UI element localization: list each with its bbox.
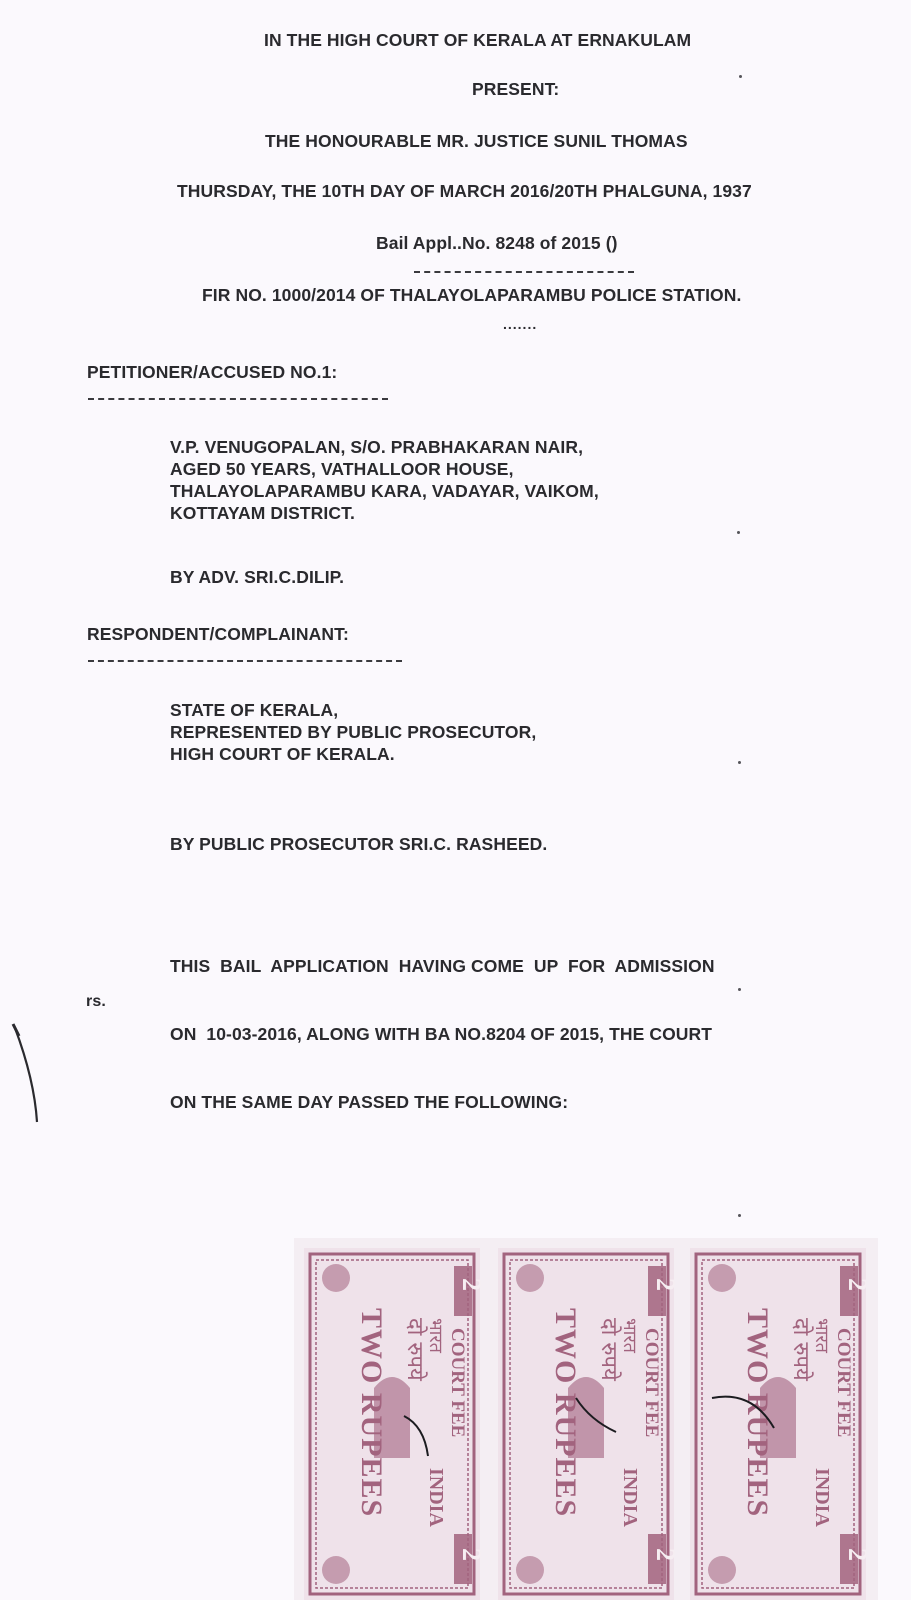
petitioner-address [170,436,599,524]
stamp-hindi-value: दो रुपये [596,1318,621,1381]
stamp-hindi-value: दो रुपये [788,1318,813,1381]
fir-number: FIR NO. 1000/2014 OF THALAYOLAPARAMBU POLICE STATION. [202,285,742,305]
order-paragraph [170,911,715,1157]
respondent-heading-underline [88,660,402,662]
stamp-hindi-country: भारत [811,1318,832,1353]
stamp-value-text: TWO RUPEES [741,1308,774,1518]
paper-speck [739,75,742,78]
court-fee-stamp [304,1248,486,1600]
separator-dots: ....... [503,316,538,332]
order-line: ON THE SAME DAY PASSED THE FOLLOWING: [170,1092,569,1112]
paper-speck [738,1214,741,1217]
court-heading: IN THE HIGH COURT OF KERALA AT ERNAKULAM [264,30,692,50]
petitioner-line: AGED 50 YEARS, VATHALLOOR HOUSE, [170,459,514,479]
stamp-value-text: TWO RUPEES [355,1308,388,1518]
margin-note: rs. [86,993,106,1010]
respondent-line: STATE OF KERALA, [170,700,339,720]
court-fee-stamps [294,1238,878,1600]
stamp-denomination: 2 [843,1278,872,1291]
pen-stroke-mark [5,1020,45,1130]
judge-name: THE HONOURABLE MR. JUSTICE SUNIL THOMAS [265,131,688,151]
respondent-address [170,699,536,765]
stamp-denomination: 2 [651,1278,680,1291]
stamp-country: INDIA [425,1468,447,1527]
order-date: THURSDAY, THE 10TH DAY OF MARCH 2016/20TH PHALGUNA, 1937 [177,181,752,201]
stamp-denomination-bottom: 2 [843,1548,872,1561]
stamp-denomination-bottom: 2 [651,1548,680,1561]
stamp-value-text: TWO RUPEES [549,1308,582,1518]
stamp-country: INDIA [619,1468,641,1527]
stamp-type-text: COURT FEE [833,1328,854,1438]
petitioner-advocate: BY ADV. SRI.C.DILIP. [170,567,345,587]
stamp-type-text: COURT FEE [447,1328,468,1438]
case-number: Bail Appl..No. 8248 of 2015 () [376,233,618,253]
petitioner-line: KOTTAYAM DISTRICT. [170,503,355,523]
court-fee-stamp [498,1248,680,1600]
petitioner-heading-underline [88,398,388,400]
stamp-hindi-country: भारत [619,1318,640,1353]
respondent-line: HIGH COURT OF KERALA. [170,744,395,764]
court-fee-stamp [690,1248,872,1600]
public-prosecutor: BY PUBLIC PROSECUTOR SRI.C. RASHEED. [170,834,548,854]
petitioner-line: V.P. VENUGOPALAN, S/O. PRABHAKARAN NAIR, [170,437,584,457]
petitioner-heading: PETITIONER/ACCUSED NO.1: [87,362,338,382]
stamp-hindi-value: दो रुपये [402,1318,427,1381]
stamp-country: INDIA [811,1468,833,1527]
stamp-type-text: COURT FEE [641,1328,662,1438]
paper-speck [738,761,741,764]
present-label: PRESENT: [472,79,560,99]
stamp-denomination-bottom: 2 [457,1548,486,1561]
order-line: THIS BAIL APPLICATION HAVING COME UP FOR ADMISSION [170,956,715,976]
petitioner-line: THALAYOLAPARAMBU KARA, VADAYAR, VAIKOM, [170,481,599,501]
case-number-underline [414,271,634,273]
stamp-hindi-country: भारत [425,1318,446,1353]
stamp-denomination: 2 [457,1278,486,1291]
order-line: ON 10-03-2016, ALONG WITH BA NO.8204 OF 2015, THE COURT [170,1024,713,1044]
respondent-line: REPRESENTED BY PUBLIC PROSECUTOR, [170,722,537,742]
paper-speck [737,531,740,534]
respondent-heading: RESPONDENT/COMPLAINANT: [87,624,349,644]
paper-speck [738,988,741,991]
